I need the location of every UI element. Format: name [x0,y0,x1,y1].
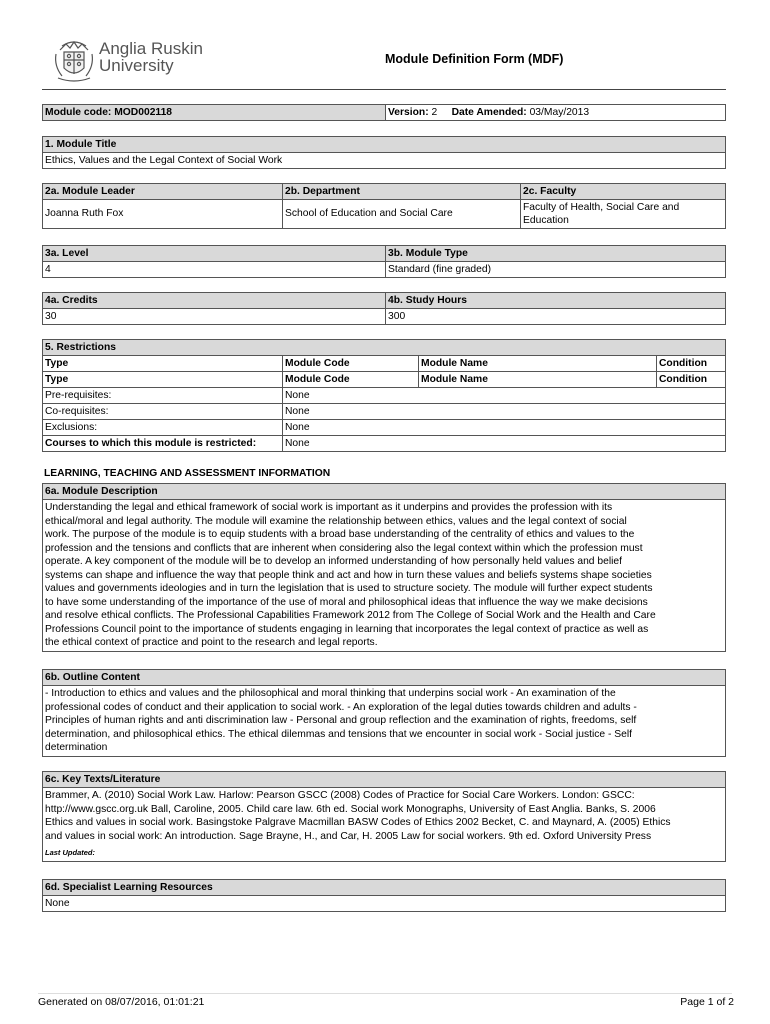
module-description-table [42,483,726,652]
page-number: Page 1 of 2 [680,996,734,1008]
module-type-value: Standard (fine graded) [386,262,726,278]
specialist-resources-table [42,879,726,912]
restrictions-col-code-repeat: Module Code [283,372,419,388]
restriction-code: None [283,420,726,436]
restriction-code: None [283,388,726,404]
outline-line: professional codes of conduct and their application to social work. - An exploration of the legal duties towards children and adults - [45,701,637,713]
description-line: and resolve ethical conflicts. The Professional Capabilities Framework 2012 from The College of Social Work and the Health and Care [45,610,656,621]
module-title-heading: 1. Module Title [43,137,726,153]
restriction-type: Pre-requisites: [43,388,283,404]
level-value: 4 [43,262,386,278]
study-hours-heading: 4b. Study Hours [386,293,726,309]
key-texts-line: Ethics and values in social work. Basingstoke Palgrave Macmillan BASW Codes of Ethics 2002 Becket, C. and Maynard, A. (2005) Ethics [45,817,671,828]
credits-table [42,292,726,325]
last-updated-label: Last Updated: [45,848,96,857]
module-description-text [43,500,726,652]
key-texts-line: http://www.gscc.org.uk Ball, Caroline, 2005. Child care law. 6th ed. Social work Monographs, University of East Anglia. Banks, S. 2006 [45,803,656,815]
module-leader-value: Joanna Ruth Fox [43,200,283,229]
version-value: 2 [431,106,438,118]
restrictions-col-type-repeat: Type [43,372,283,388]
restriction-type: Co-requisites: [43,404,283,420]
level-table [42,245,726,278]
module-title-value: Ethics, Values and the Legal Context of Social Work [43,153,726,169]
module-leader-heading: 2a. Module Leader [43,184,283,200]
version-date-cell [386,105,726,121]
description-line: ethical/moral and legal authority. The module will examine the relationship between ethics, values and the legal context of social [45,515,627,527]
faculty-value: Faculty of Health, Social Care and Education [521,200,726,229]
module-type-heading: 3b. Module Type [386,246,726,262]
module-description-heading: 6a. Module Description [43,484,726,500]
restrictions-col-name: Module Name [419,356,657,372]
description-line: work. The purpose of the module is to equip students with a broad base understanding of the centrality of ethics and values to the [45,529,635,540]
description-line: values and governments ideologies and in turn the legislation that is used to structure society. The module will further expect students [45,583,653,594]
outline-content-heading: 6b. Outline Content [43,670,726,686]
restrictions-table [42,339,726,452]
description-line: Understanding the legal and ethical framework of social work is important as it underpins and provides the profession with its [45,502,613,513]
department-value: School of Education and Social Care [283,200,521,229]
key-texts-heading: 6c. Key Texts/Literature [43,772,726,788]
university-logo [52,36,212,84]
module-title-table [42,136,726,169]
key-texts-table [42,771,726,862]
outline-line: determination, and philosophical ethics. The ethical dilemmas and tensions that we encounter in social work - Social justice - Self [45,728,633,740]
outline-line: Principles of human rights and anti discrimination law - Personal and group reflection and the examination of rights, freedoms, self [45,715,637,726]
faculty-heading: 2c. Faculty [521,184,726,200]
description-line: systems can shape and influence the way that people think and act and how in turn these values and beliefs systems shape societies [45,569,652,581]
table-row [43,436,726,452]
table-row [43,388,726,404]
module-code-table [42,104,726,121]
date-amended-value: 03/May/2013 [529,106,590,118]
version-label: Version: [388,106,429,118]
level-heading: 3a. Level [43,246,386,262]
header-divider [42,89,726,90]
restriction-type: Exclusions: [43,420,283,436]
table-row [43,404,726,420]
leader-table [42,183,726,229]
institution-name-line2: University [99,56,174,75]
restriction-code: None [283,436,726,452]
credits-heading: 4a. Credits [43,293,386,309]
footer-divider [38,993,732,994]
outline-line: determination [45,742,108,753]
date-amended-label: Date Amended: [451,106,527,118]
restriction-type: Courses to which this module is restricted: [43,436,283,452]
form-title: Module Definition Form (MDF) [385,52,564,66]
restrictions-col-type: Type [43,356,283,372]
description-line: to have some understanding of the importance of the use of moral and philosophical ideas that influence the way we make decisions [45,596,648,608]
university-crest-icon [52,36,96,84]
credits-value: 30 [43,309,386,325]
key-texts-line: and values in social work: An introduction. Sage Brayne, H., and Car, H. 2005 Law for social workers. 9th ed. Oxford University Press [45,830,652,842]
restrictions-col-condition-repeat: Condition [657,372,726,388]
specialist-resources-value: None [43,896,726,912]
specialist-resources-heading: 6d. Specialist Learning Resources [43,880,726,896]
outline-line: - Introduction to ethics and values and the philosophical and moral thinking that underpins social work - An examination of the [45,688,616,699]
outline-content-table [42,669,726,757]
module-code-cell: Module code: MOD002118 [43,105,386,121]
description-line: profession and the tensions and conflicts that are inherent when considering also the legal context within which the profession must [45,542,643,554]
restrictions-col-condition: Condition [657,356,726,372]
lta-section-title: LEARNING, TEACHING AND ASSESSMENT INFORMATION [44,468,331,479]
restriction-code: None [283,404,726,420]
table-row [43,420,726,436]
generated-timestamp: Generated on 08/07/2016, 01:01:21 [38,996,205,1008]
outline-content-text [43,686,726,757]
study-hours-value: 300 [386,309,726,325]
restrictions-col-code: Module Code [283,356,419,372]
description-line: Professions Council point to the importance of students engaging in learning that incorporates the legal context of practice as well as [45,623,649,635]
institution-name [99,40,203,74]
key-texts-line: Brammer, A. (2010) Social Work Law. Harlow: Pearson GSCC (2008) Codes of Practice for Social Care Workers. London: GSCC: [45,790,635,801]
restrictions-col-name-repeat: Module Name [419,372,657,388]
key-texts-text [43,788,726,862]
institution-name-line1: Anglia Ruskin [99,39,203,58]
description-line: the ethical context of practice and point to the research and legal reports. [45,637,378,648]
department-heading: 2b. Department [283,184,521,200]
description-line: operate. A key component of the module will be to develop an informed understanding of how personally held values and belief [45,556,623,567]
restrictions-heading: 5. Restrictions [43,340,726,356]
